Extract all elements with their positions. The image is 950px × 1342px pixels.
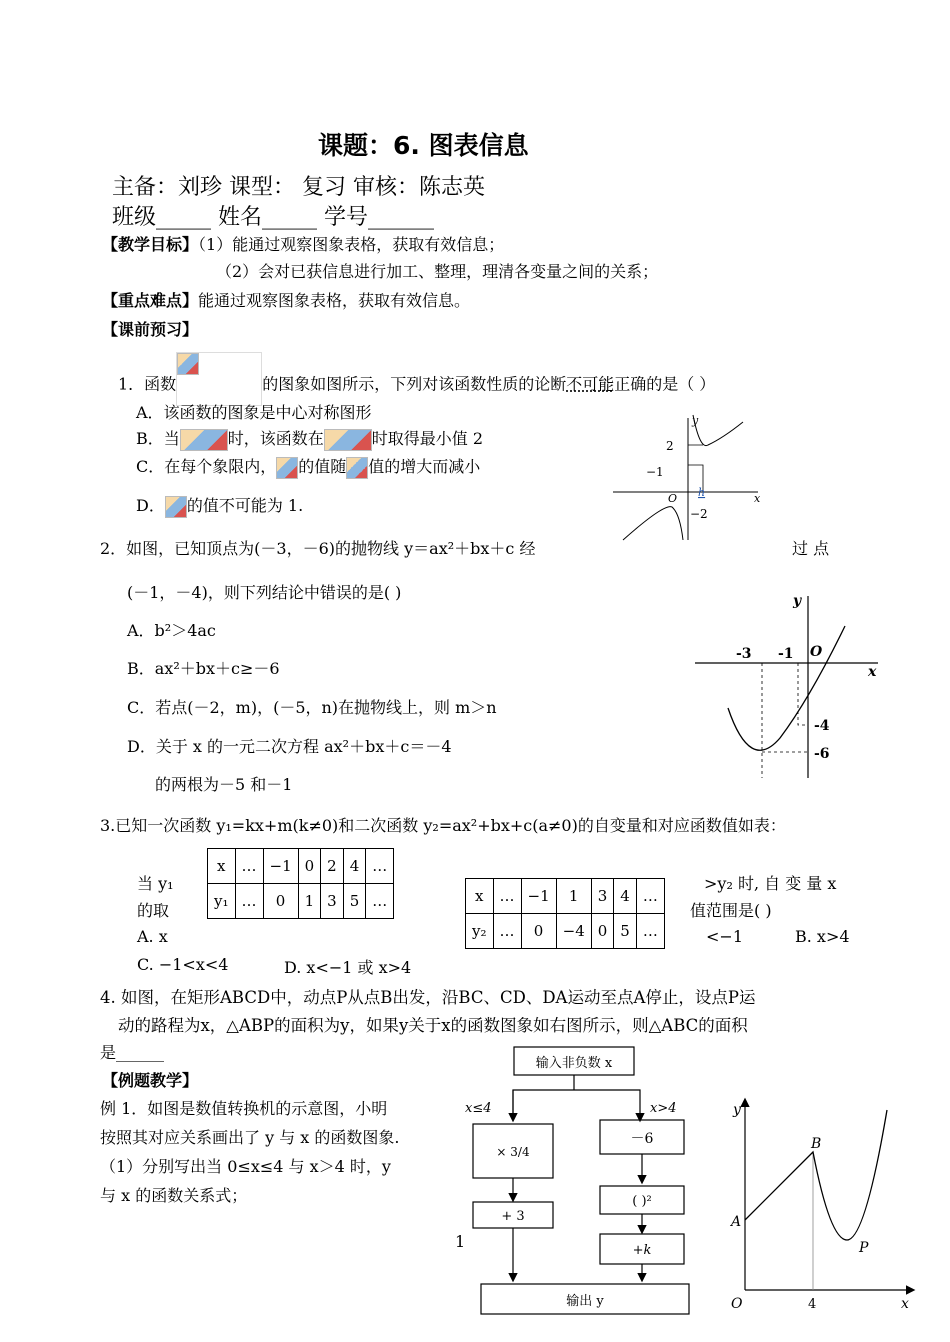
q2-graph <box>690 588 885 783</box>
condition-right: x>4 <box>650 1101 677 1116</box>
axis-label-y: y <box>733 1102 741 1118</box>
q1-graph <box>608 410 768 545</box>
plusk-label: +k <box>632 1243 652 1258</box>
flowchart <box>460 1044 696 1320</box>
multiply-label: × 3/4 <box>496 1145 530 1159</box>
tick-neg6: -6 <box>814 746 830 762</box>
tick-neg2: −2 <box>690 507 708 521</box>
tick-neg1: -1 <box>778 646 794 662</box>
axis-label-x: x <box>901 1296 909 1312</box>
examples-label: 【例题教学】 <box>102 1071 199 1090</box>
q3-option-a-right: <−1 <box>706 927 743 946</box>
formula-image <box>176 352 262 406</box>
tick-neg1: −1 <box>646 465 664 479</box>
example-graph <box>725 1090 920 1320</box>
q1-stem: 1．函数 的图象如图所示，下列对该函数性质的论断不可能正确的是（ ） <box>118 358 715 412</box>
example-1-line-4: 与 x 的函数关系式； <box>100 1186 248 1205</box>
image-placeholder-icon <box>180 429 228 451</box>
example-1-line-1: 例 1．如图是数值转换机的示意图，小明 <box>100 1099 388 1118</box>
axis-label-x: x <box>754 492 761 505</box>
input-label: 输入非负数 x <box>535 1056 613 1071</box>
tick-h: h <box>698 486 706 499</box>
preview-label: 【课前预习】 <box>102 320 199 339</box>
goals-label: 【教学目标】 <box>102 235 199 254</box>
q1-option-c: C．在每个象限内， 的值随 值的增大而减小 <box>136 454 480 479</box>
image-placeholder-icon <box>324 429 372 451</box>
axis-label-y: y <box>692 414 699 427</box>
output-label: 输出 y <box>566 1294 604 1309</box>
q2-option-c: C．若点(－2，m)，(－5，n)在抛物线上，则 m＞n <box>127 698 497 717</box>
q3-right-1: >y₂ 时, 自 变 量 x <box>704 874 837 893</box>
q3-option-d: D. x<−1 或 x>4 <box>284 958 412 977</box>
key-text: 能通过观察图象表格，获取有效信息。 <box>198 291 471 310</box>
square-label: ( )² <box>632 1194 652 1209</box>
minus6-label: －6 <box>630 1131 654 1147</box>
tick-neg4: -4 <box>814 718 830 734</box>
axis-label-y: y <box>793 593 802 609</box>
q3-right-2: 值范围是( ) <box>690 901 772 920</box>
q3-option-c: C. −1<x<4 <box>137 955 229 974</box>
origin-label: O <box>731 1296 743 1312</box>
q4-line-3: 是______ <box>100 1043 165 1062</box>
q3-option-b: B. x>4 <box>795 927 850 946</box>
q3-left-2: 的取 <box>137 901 170 920</box>
tick-4: 4 <box>808 1297 817 1312</box>
goals-item-1: （1）能通过观察图象表格，获取有效信息； <box>198 235 505 254</box>
q2-stem-2: (－1，－4)，则下列结论中错误的是( ) <box>127 583 402 602</box>
point-a-label: A <box>731 1214 742 1230</box>
image-placeholder-icon <box>346 457 368 479</box>
origin-label: O <box>810 644 823 660</box>
q4-line-2: 动的路程为x，△ABP的面积为y，如果y关于x的函数图象如右图所示，则△ABC的面积 <box>118 1016 748 1035</box>
condition-left: x≤4 <box>465 1101 492 1116</box>
table-y1 <box>207 848 394 919</box>
tick-neg3: -3 <box>736 646 752 662</box>
curve-upper <box>693 415 743 446</box>
image-placeholder-icon <box>276 457 298 479</box>
goals-item-2: （2）会对已获信息进行加工、整理，理清各变量之间的关系； <box>216 262 659 281</box>
q2-option-d: D．关于 x 的一元二次方程 ax²＋bx＋c＝－4 <box>127 737 452 756</box>
point-b-label: B <box>811 1136 822 1152</box>
meta-line-2: 班级_____ 姓名_____ 学号______ <box>112 205 434 230</box>
table-row: x … −1 1 3 4 … <box>466 879 665 914</box>
q1-option-d: D． 的值不可能为 1. <box>136 493 303 518</box>
table-row: x … −1 0 2 4 … <box>208 849 394 884</box>
q3-left-1: 当 y₁ <box>137 874 174 893</box>
point-p-label: P <box>859 1240 869 1256</box>
q1-option-b: B．当 时，该函数在 时取得最小值 2 <box>136 426 483 451</box>
table-y2 <box>465 878 665 949</box>
q2-option-a: A．b²＞4ac <box>127 621 216 640</box>
table-row: y₂ … 0 −4 0 5 … <box>466 914 665 949</box>
page-title: 课题：6. 图表信息 <box>318 131 529 160</box>
example-1-line-2: 按照其对应关系画出了 y 与 x 的函数图象. <box>100 1128 400 1147</box>
q3-stem: 3.已知一次函数 y₁=kx+m(k≠0)和二次函数 y₂=ax²+bx+c(a≠0)的自变量和对应函数值如表： <box>100 816 786 835</box>
q3-option-a: A. x <box>137 927 168 946</box>
page-number: 1 <box>455 1232 466 1251</box>
image-placeholder-icon <box>165 496 187 518</box>
image-placeholder-icon <box>177 353 199 375</box>
plus3-label: + 3 <box>501 1209 525 1224</box>
q2-stem-right: 过 点 <box>792 539 830 558</box>
q2-option-d-2: 的两根为－5 和－1 <box>155 775 293 794</box>
function-curve <box>745 1110 887 1240</box>
q4-line-1: 4. 如图，在矩形ABCD中，动点P从点B出发，沿BC、CD、DA运动至点A停止，设点P运 <box>100 988 756 1007</box>
table-row: y₁ … 0 1 3 5 … <box>208 884 394 919</box>
q2-stem: 2．如图，已知顶点为(－3，－6)的抛物线 y＝ax²＋bx＋c 经 <box>100 539 536 558</box>
meta-line-1: 主备：刘珍 课型： 复习 审核：陈志英 <box>112 175 485 200</box>
q1-option-a: A．该函数的图象是中心对称图形 <box>136 403 372 422</box>
key-label: 【重点难点】 <box>102 291 199 310</box>
axis-label-x: x <box>868 664 877 680</box>
origin-label: O <box>668 492 678 505</box>
q2-option-b: B．ax²＋bx＋c≥－6 <box>127 659 280 678</box>
curve-lower <box>623 507 683 540</box>
example-1-line-3: （1）分别写出当 0≤x≤4 与 x＞4 时，y <box>100 1157 391 1176</box>
tick-2: 2 <box>666 439 674 453</box>
